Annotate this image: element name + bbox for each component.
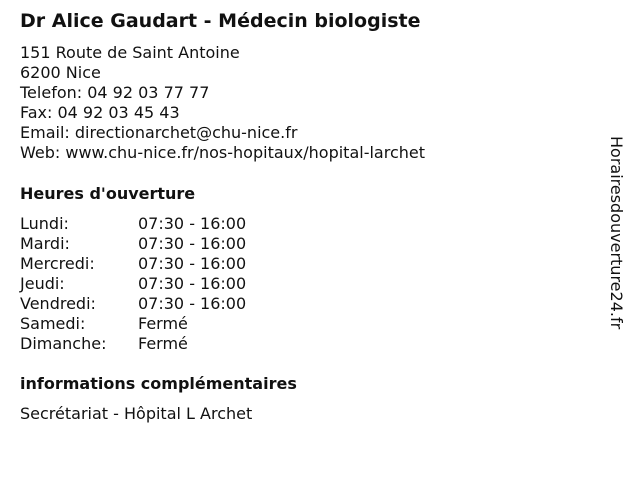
day-label: Mardi: (20, 234, 70, 253)
additional-info-text: Secrétariat - Hôpital L Archet (20, 404, 253, 423)
hours-row-sunday (20, 334, 246, 354)
fax-number: Fax: 04 92 03 45 43 (20, 103, 180, 122)
time-value: 07:30 - 16:00 (138, 274, 247, 293)
opening-hours-heading: Heures d'ouverture (20, 184, 196, 203)
phone-number: Telefon: 04 92 03 77 77 (20, 83, 210, 102)
hours-row-friday (20, 294, 246, 314)
address-city: 6200 Nice (20, 63, 101, 82)
day-label: Jeudi: (20, 274, 65, 293)
day-label: Samedi: (20, 314, 86, 333)
website-address: Web: www.chu-nice.fr/nos-hopitaux/hopital-larchet (20, 143, 426, 162)
time-value: 07:30 - 16:00 (138, 254, 247, 273)
site-brand-vertical: Horairesdouverture24.fr (607, 136, 626, 330)
time-value: Fermé (138, 314, 188, 333)
opening-hours-list (20, 214, 246, 354)
address-street: 151 Route de Saint Antoine (20, 43, 240, 62)
day-label: Dimanche: (20, 334, 107, 353)
additional-info-heading: informations complémentaires (20, 374, 297, 393)
time-value: Fermé (138, 334, 188, 353)
day-label: Mercredi: (20, 254, 95, 273)
email-address: Email: directionarchet@chu-nice.fr (20, 123, 298, 142)
hours-row-saturday (20, 314, 246, 334)
page-title: Dr Alice Gaudart - Médecin biologiste (20, 10, 421, 32)
contact-block (20, 43, 425, 163)
hours-row-tuesday (20, 234, 246, 254)
time-value: 07:30 - 16:00 (138, 214, 247, 233)
day-label: Vendredi: (20, 294, 96, 313)
hours-row-monday (20, 214, 246, 234)
time-value: 07:30 - 16:00 (138, 294, 247, 313)
time-value: 07:30 - 16:00 (138, 234, 247, 253)
hours-row-thursday (20, 274, 246, 294)
day-label: Lundi: (20, 214, 69, 233)
hours-row-wednesday (20, 254, 246, 274)
